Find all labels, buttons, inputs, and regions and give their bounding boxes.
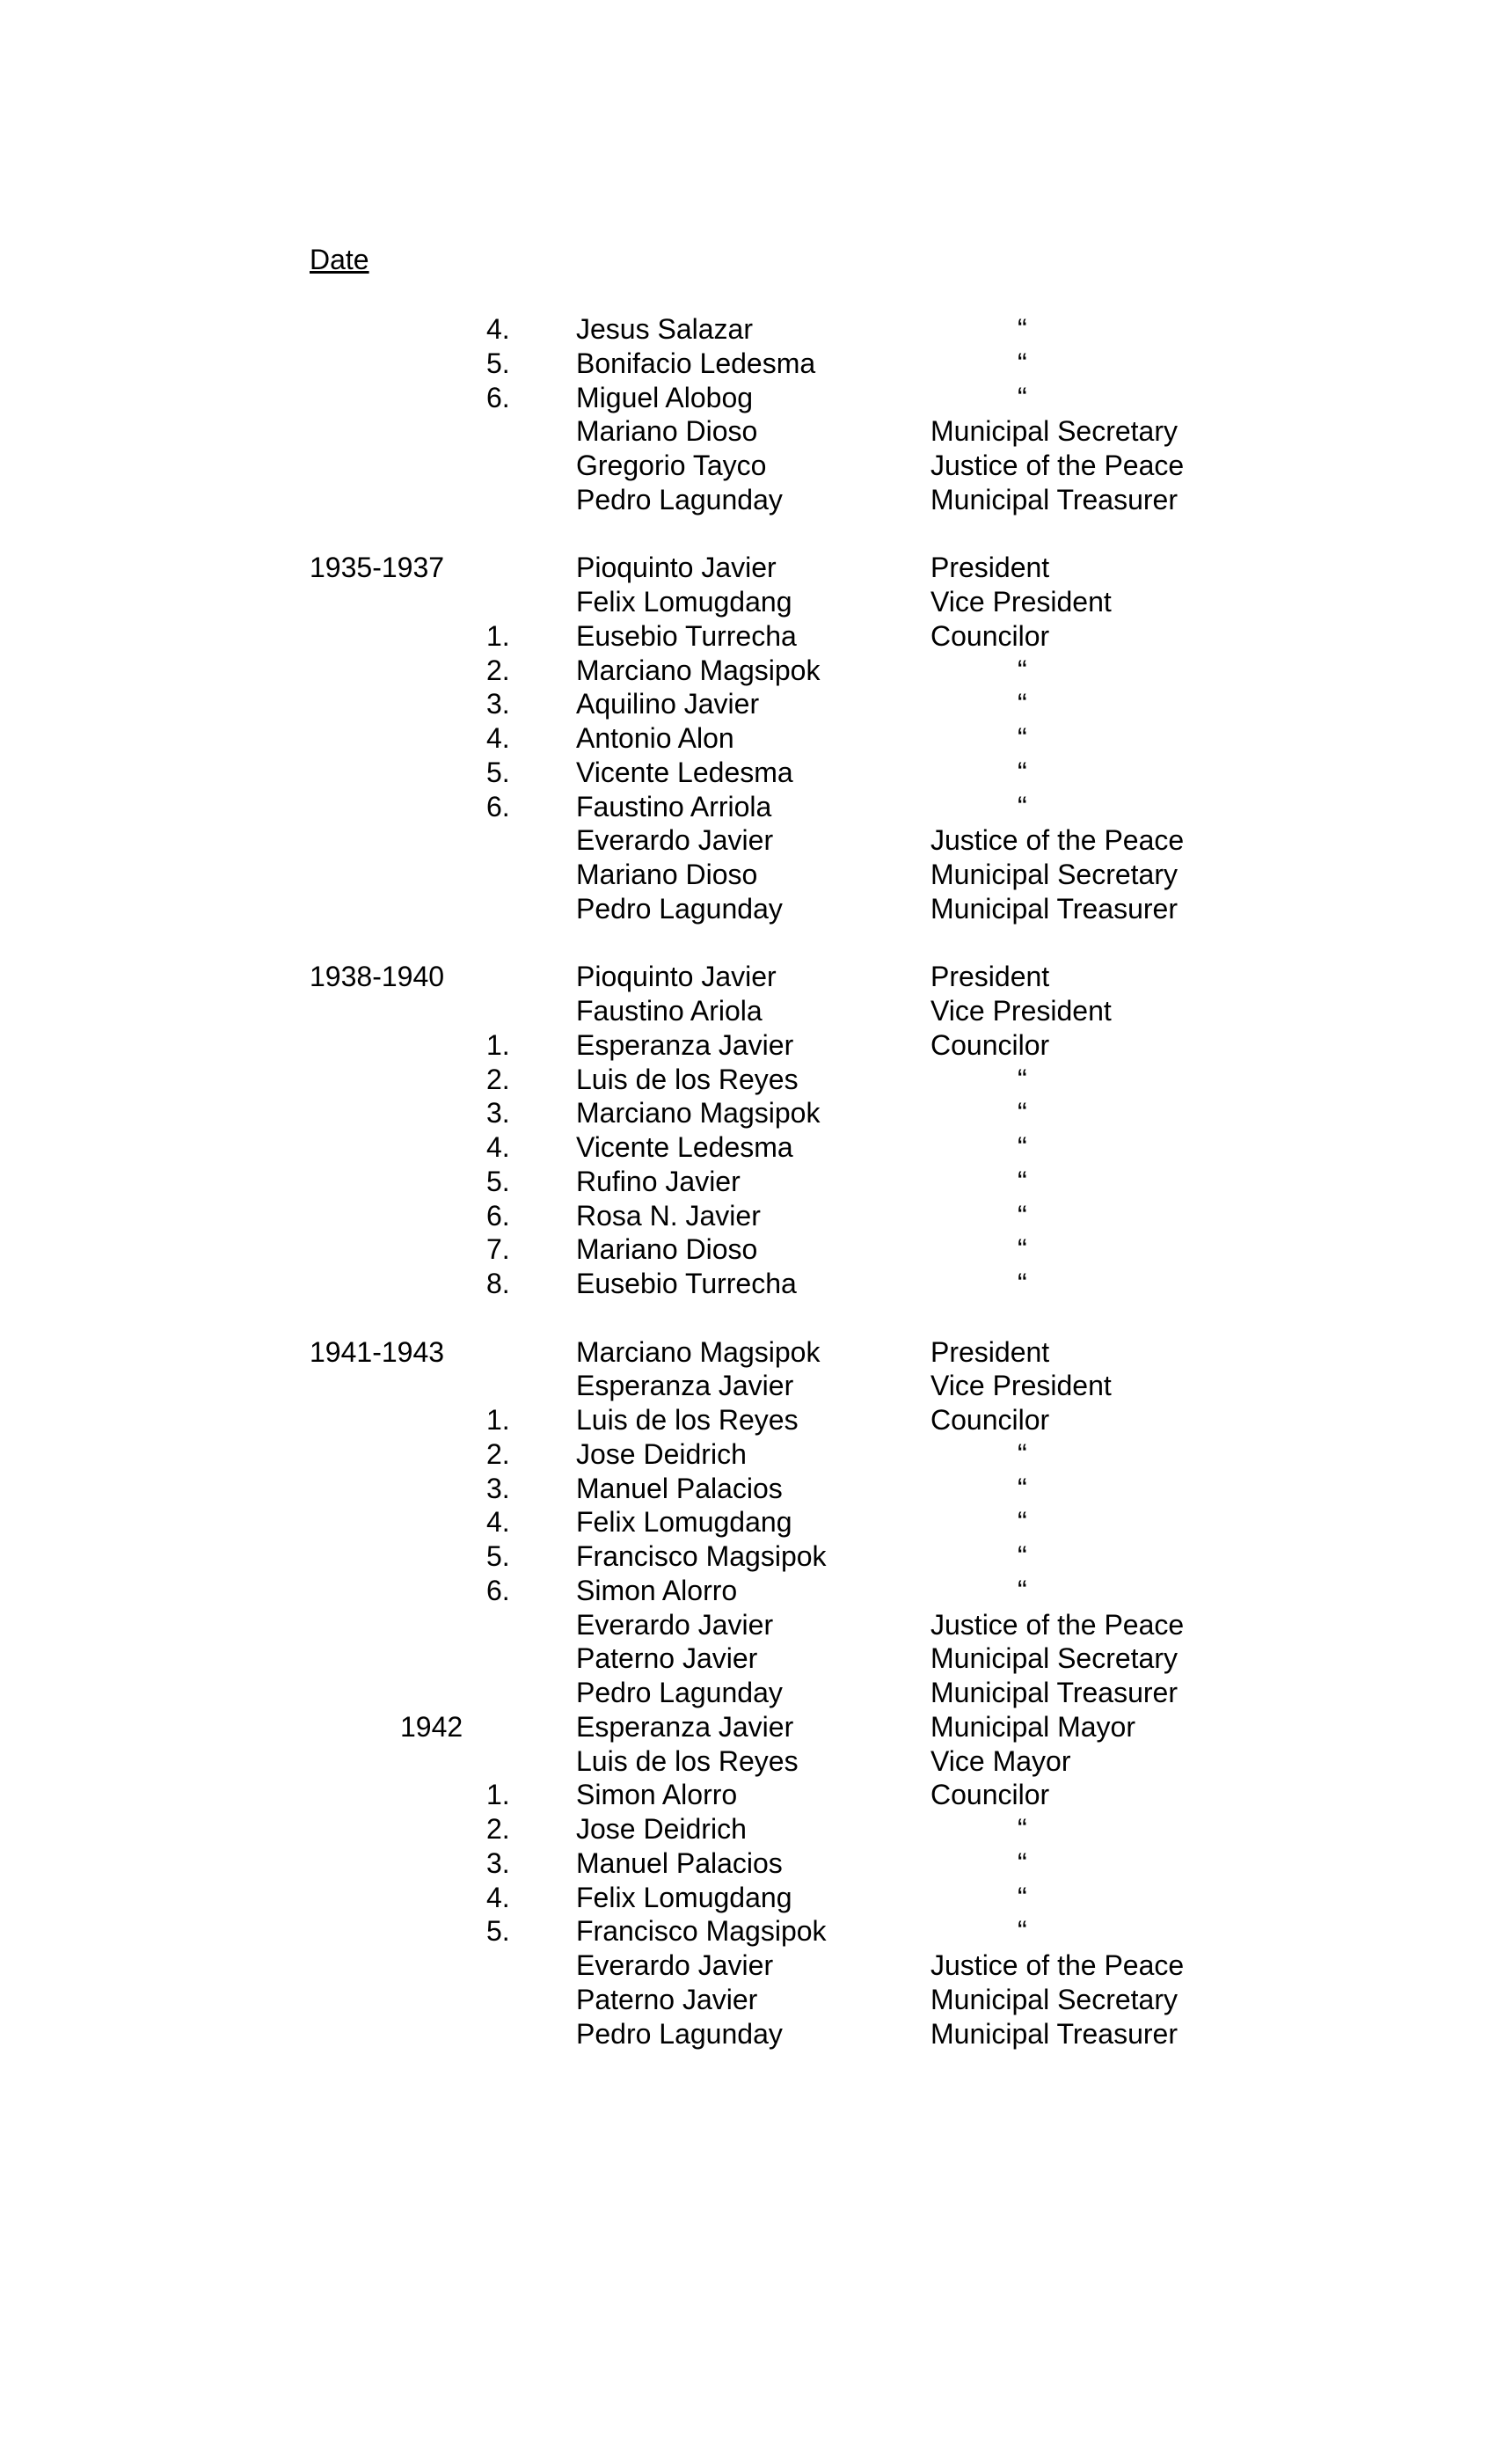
- official-position: Municipal Mayor: [930, 1710, 1135, 1743]
- official-position: Municipal Secretary: [930, 415, 1178, 448]
- ditto-mark: “: [1018, 722, 1027, 754]
- official-name: Pedro Lagunday: [576, 483, 783, 515]
- official-name: Jose Deidrich: [576, 1437, 747, 1470]
- councilor-number: 5.: [486, 1540, 510, 1572]
- councilor-number: 4.: [486, 1506, 510, 1539]
- official-position: Municipal Treasurer: [930, 1677, 1178, 1708]
- official-row: [0, 449, 1496, 483]
- official-name: Rufino Javier: [576, 1165, 741, 1197]
- official-position: Vice President: [930, 1370, 1112, 1402]
- official-name: Marciano Magsipok: [576, 1097, 821, 1130]
- official-name: Faustino Arriola: [576, 790, 772, 823]
- official-row: [0, 551, 1496, 585]
- councilor-number: 2.: [486, 1813, 510, 1845]
- councilor-number: 4.: [486, 1881, 510, 1913]
- official-row: [0, 585, 1496, 619]
- official-row: [0, 1983, 1496, 2017]
- ditto-mark: “: [1018, 1063, 1027, 1095]
- official-name: Jesus Salazar: [576, 313, 753, 345]
- councilor-number: 6.: [486, 1199, 510, 1232]
- ditto-mark: “: [1018, 313, 1027, 345]
- ditto-mark: “: [1018, 790, 1027, 823]
- official-row: [0, 892, 1496, 926]
- official-name: Rosa N. Javier: [576, 1199, 761, 1232]
- ditto-mark: “: [1018, 1437, 1027, 1470]
- councilor-number: 4.: [486, 722, 510, 754]
- councilor-number: 3.: [486, 1846, 510, 1879]
- councilor-number: 3.: [486, 1472, 510, 1504]
- official-row: [0, 790, 1496, 824]
- councilor-number: 3.: [486, 688, 510, 720]
- official-row: [0, 1949, 1496, 1983]
- official-name: Esperanza Javier: [576, 1710, 794, 1743]
- councilor-number: 4.: [486, 313, 510, 345]
- official-name: Paterno Javier: [576, 1642, 758, 1675]
- official-name: Francisco Magsipok: [576, 1540, 827, 1572]
- official-position: Councilor: [930, 1779, 1050, 1811]
- official-name: Manuel Palacios: [576, 1472, 783, 1504]
- official-name: Pedro Lagunday: [576, 1677, 783, 1708]
- official-name: Mariano Dioso: [576, 415, 758, 448]
- official-position: Municipal Secretary: [930, 859, 1178, 890]
- official-name: Pioquinto Javier: [576, 961, 777, 993]
- official-position: Municipal Treasurer: [930, 483, 1178, 515]
- official-row: [0, 1846, 1496, 1881]
- official-row: [0, 1063, 1496, 1097]
- ditto-mark: “: [1018, 347, 1027, 379]
- official-name: Simon Alorro: [576, 1574, 738, 1606]
- official-position: Vice Mayor: [930, 1744, 1071, 1777]
- official-row: [0, 347, 1496, 381]
- official-name: Felix Lomugdang: [576, 586, 792, 618]
- ditto-mark: “: [1018, 1813, 1027, 1845]
- official-name: Everardo Javier: [576, 1949, 774, 1981]
- official-position: President: [930, 961, 1050, 993]
- official-position: Justice of the Peace: [930, 824, 1185, 857]
- official-position: Councilor: [930, 1028, 1050, 1061]
- official-name: Mariano Dioso: [576, 1233, 758, 1266]
- official-position: Justice of the Peace: [930, 1608, 1185, 1641]
- official-name: Bonifacio Ledesma: [576, 347, 816, 379]
- ditto-mark: “: [1018, 1915, 1027, 1948]
- official-name: Manuel Palacios: [576, 1846, 783, 1879]
- official-position: Justice of the Peace: [930, 1949, 1185, 1981]
- official-row: [0, 1574, 1496, 1608]
- official-name: Luis de los Reyes: [576, 1063, 799, 1095]
- official-name: Marciano Magsipok: [576, 654, 821, 686]
- ditto-mark: “: [1018, 1574, 1027, 1606]
- official-position: Municipal Treasurer: [930, 2017, 1178, 2050]
- official-row: [0, 1539, 1496, 1574]
- official-name: Gregorio Tayco: [576, 450, 767, 481]
- official-row: [0, 858, 1496, 892]
- councilor-number: 1.: [486, 619, 510, 652]
- councilor-number: 1.: [486, 1779, 510, 1811]
- official-row: [0, 687, 1496, 721]
- councilor-number: 5.: [486, 347, 510, 379]
- official-position: Councilor: [930, 619, 1050, 652]
- councilor-number: 2.: [486, 1437, 510, 1470]
- official-row: [0, 1028, 1496, 1063]
- official-name: Pioquinto Javier: [576, 552, 777, 584]
- official-row: [0, 1096, 1496, 1130]
- official-position: Municipal Secretary: [930, 1642, 1178, 1675]
- official-name: Eusebio Turrecha: [576, 1268, 797, 1299]
- ditto-mark: “: [1018, 1881, 1027, 1913]
- official-row: [0, 1267, 1496, 1301]
- ditto-mark: “: [1018, 1131, 1027, 1163]
- official-name: Felix Lomugdang: [576, 1506, 792, 1539]
- section-spacer: [0, 926, 1496, 961]
- councilor-number: 5.: [486, 756, 510, 788]
- official-row: [0, 619, 1496, 654]
- term-period: 1941-1943: [310, 1335, 445, 1368]
- official-row: [0, 654, 1496, 688]
- official-row: [0, 1335, 1496, 1370]
- councilor-number: 4.: [486, 1131, 510, 1163]
- councilor-number: 1.: [486, 1404, 510, 1436]
- councilor-number: 5.: [486, 1915, 510, 1948]
- official-row: [0, 1403, 1496, 1437]
- official-row: [0, 1165, 1496, 1199]
- official-row: [0, 1710, 1496, 1744]
- term-period: 1942: [400, 1710, 463, 1743]
- ditto-mark: “: [1018, 1506, 1027, 1539]
- term-period: 1938-1940: [310, 961, 445, 993]
- official-row: [0, 1778, 1496, 1812]
- ditto-mark: “: [1018, 1540, 1027, 1572]
- officials-list: [0, 312, 1496, 2051]
- official-row: [0, 1369, 1496, 1403]
- section-spacer: [0, 517, 1496, 552]
- official-position: Vice President: [930, 995, 1112, 1027]
- official-name: Aquilino Javier: [576, 688, 760, 720]
- councilor-number: 7.: [486, 1233, 510, 1266]
- official-name: Pedro Lagunday: [576, 892, 783, 925]
- councilor-number: 5.: [486, 1165, 510, 1197]
- official-name: Luis de los Reyes: [576, 1744, 799, 1777]
- official-row: [0, 1232, 1496, 1267]
- ditto-mark: “: [1018, 1233, 1027, 1266]
- official-name: Antonio Alon: [576, 722, 734, 754]
- ditto-mark: “: [1018, 1268, 1027, 1299]
- councilor-number: 6.: [486, 790, 510, 823]
- official-row: [0, 1641, 1496, 1676]
- official-name: Faustino Ariola: [576, 995, 763, 1027]
- official-row: [0, 2017, 1496, 2051]
- official-position: Municipal Treasurer: [930, 892, 1178, 925]
- ditto-mark: “: [1018, 1165, 1027, 1197]
- official-position: President: [930, 1335, 1050, 1368]
- official-name: Everardo Javier: [576, 824, 774, 857]
- councilor-number: 2.: [486, 654, 510, 686]
- official-name: Vicente Ledesma: [576, 1131, 793, 1163]
- official-name: Simon Alorro: [576, 1779, 738, 1811]
- official-row: [0, 312, 1496, 347]
- ditto-mark: “: [1018, 654, 1027, 686]
- councilor-number: 6.: [486, 1574, 510, 1606]
- official-row: [0, 721, 1496, 756]
- official-row: [0, 960, 1496, 994]
- term-period: 1935-1937: [310, 552, 445, 584]
- official-name: Felix Lomugdang: [576, 1881, 792, 1913]
- councilor-number: 2.: [486, 1063, 510, 1095]
- official-row: [0, 1505, 1496, 1539]
- official-row: [0, 1472, 1496, 1506]
- official-position: Justice of the Peace: [930, 450, 1185, 481]
- official-row: [0, 1199, 1496, 1233]
- official-row: [0, 1676, 1496, 1710]
- councilor-number: 3.: [486, 1097, 510, 1130]
- official-name: Paterno Javier: [576, 1983, 758, 2015]
- official-name: Esperanza Javier: [576, 1028, 794, 1061]
- official-row: [0, 1608, 1496, 1642]
- official-name: Eusebio Turrecha: [576, 619, 797, 652]
- official-name: Vicente Ledesma: [576, 756, 793, 788]
- official-row: [0, 1881, 1496, 1915]
- official-row: [0, 823, 1496, 858]
- official-row: [0, 381, 1496, 415]
- official-row: [0, 414, 1496, 449]
- ditto-mark: “: [1018, 1472, 1027, 1504]
- councilor-number: 1.: [486, 1028, 510, 1061]
- ditto-mark: “: [1018, 1846, 1027, 1879]
- official-name: Jose Deidrich: [576, 1813, 747, 1845]
- official-name: Esperanza Javier: [576, 1370, 794, 1402]
- official-position: Vice President: [930, 586, 1112, 618]
- ditto-mark: “: [1018, 756, 1027, 788]
- date-heading: Date: [310, 244, 369, 275]
- councilor-number: 8.: [486, 1268, 510, 1299]
- official-name: Francisco Magsipok: [576, 1915, 827, 1948]
- official-position: President: [930, 552, 1050, 584]
- section-spacer: [0, 1301, 1496, 1335]
- official-name: Marciano Magsipok: [576, 1335, 821, 1368]
- ditto-mark: “: [1018, 1097, 1027, 1130]
- official-name: Everardo Javier: [576, 1608, 774, 1641]
- official-position: Councilor: [930, 1404, 1050, 1436]
- official-row: [0, 483, 1496, 517]
- councilor-number: 6.: [486, 381, 510, 413]
- official-row: [0, 1914, 1496, 1949]
- ditto-mark: “: [1018, 381, 1027, 413]
- official-row: [0, 1812, 1496, 1846]
- official-name: Pedro Lagunday: [576, 2017, 783, 2050]
- official-name: Luis de los Reyes: [576, 1404, 799, 1436]
- official-row: [0, 1744, 1496, 1779]
- official-row: [0, 994, 1496, 1028]
- official-name: Mariano Dioso: [576, 859, 758, 890]
- official-row: [0, 756, 1496, 790]
- official-name: Miguel Alobog: [576, 381, 754, 413]
- official-row: [0, 1130, 1496, 1165]
- ditto-mark: “: [1018, 1199, 1027, 1232]
- official-position: Municipal Secretary: [930, 1983, 1178, 2015]
- ditto-mark: “: [1018, 688, 1027, 720]
- official-row: [0, 1437, 1496, 1472]
